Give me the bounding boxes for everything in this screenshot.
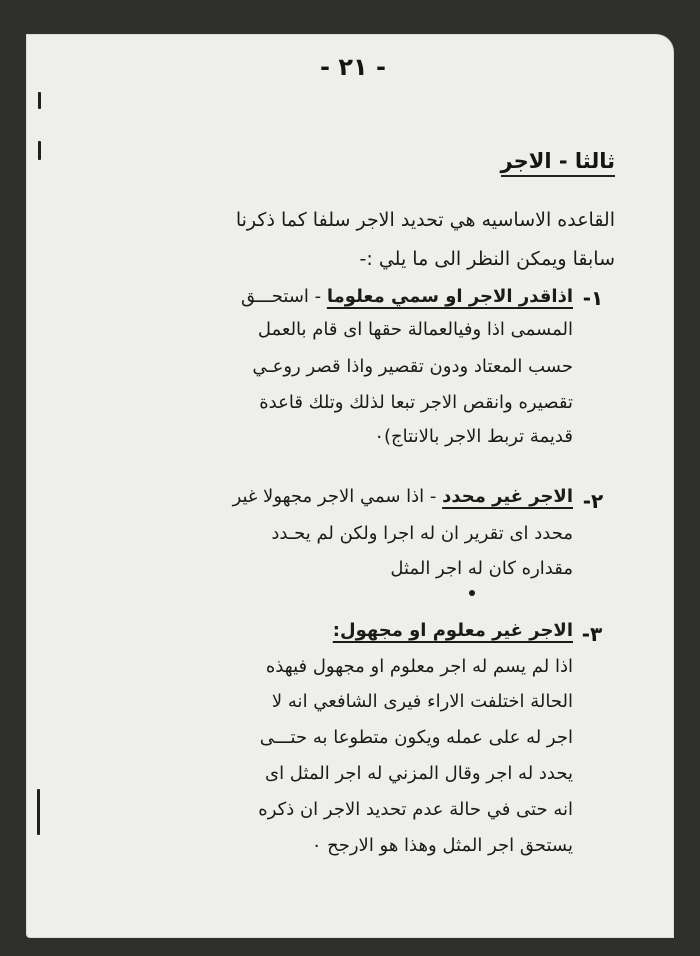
item-first-line — [53, 484, 573, 510]
item-first-line — [53, 618, 573, 644]
margin-mark — [38, 92, 41, 109]
item-number: -١ — [582, 286, 604, 310]
item-line: يحدد له اجر وقال المزني له اجر المثل اى — [265, 763, 573, 784]
item-line: محدد اى تقرير ان له اجرا ولكن لم يحـدد — [271, 523, 573, 544]
margin-mark — [38, 141, 41, 160]
item-title: الاجر غير محدد — [442, 486, 573, 507]
item-first-line-text: - اذا سمي الاجر مجهولا غير — [232, 486, 443, 507]
page-number: - ٢١ - — [320, 53, 386, 81]
item-line: انه حتى في حالة عدم تحديد الاجر ان ذكره — [258, 799, 573, 820]
item-line: قديمة تربط الاجر بالانتاج)٠ — [374, 426, 573, 447]
stray-dot — [469, 590, 475, 596]
intro-line: سابقا ويمكن النظر الى ما يلي :- — [359, 248, 615, 270]
item-line: مقداره كان له اجر المثل — [390, 558, 573, 579]
item-number: -٣ — [581, 622, 603, 646]
item-line: حسب المعتاد ودون تقصير واذا قصر روعـي — [252, 356, 573, 377]
item-line: المسمى اذا وفيالعمالة حقها اى قام بالعمل — [257, 319, 573, 340]
item-first-line — [53, 284, 573, 310]
intro-line: القاعده الاساسيه هي تحديد الاجر سلفا كما ذكرنا — [235, 209, 615, 231]
section-heading: ثالثا - الاجر — [501, 149, 616, 177]
item-line: اجر له على عمله ويكون متطوعا به حتـــى — [259, 727, 573, 748]
item-line: يستحق اجر المثل وهذا هو الارجح ٠ — [311, 835, 573, 856]
item-line: تقصيره وانقص الاجر تبعا لذلك وتلك قاعدة — [259, 392, 573, 413]
item-title: اذاقدر الاجر او سمي معلوما — [326, 286, 573, 307]
item-title: الاجر غير معلوم او مجهول: — [332, 620, 573, 641]
margin-mark — [37, 789, 40, 835]
item-line: الحالة اختلفت الاراء فيرى الشافعي انه لا — [271, 691, 573, 712]
item-line: اذا لم يسم له اجر معلوم او مجهول فيهذه — [265, 656, 573, 677]
item-first-line-text: - استحـــق — [240, 286, 327, 307]
item-number: -٢ — [582, 489, 604, 513]
